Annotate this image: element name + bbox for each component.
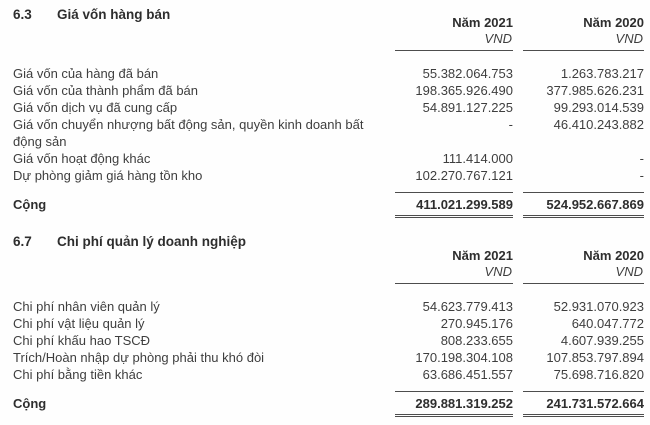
total-value-2021: 411.021.299.589 <box>395 192 513 218</box>
column-year-label: Năm 2020 <box>583 248 644 263</box>
value-2021: 54.623.779.413 <box>422 299 513 314</box>
value-2020: 1.263.783.217 <box>560 66 644 81</box>
value-2020: 52.931.070.923 <box>553 299 644 314</box>
section-number: 6.7 <box>13 234 32 249</box>
section-cost-of-goods-sold <box>13 7 644 218</box>
row-label: Trích/Hoàn nhập dự phòng phải thu khó đòi <box>13 350 265 365</box>
value-2021: 63.686.451.557 <box>422 367 513 382</box>
value-2021: 102.270.767.121 <box>415 168 513 183</box>
table-row <box>13 65 644 82</box>
table-body <box>13 298 644 383</box>
row-label: Chi phí bằng tiền khác <box>13 367 143 382</box>
row-label: Giá vốn của hàng đã bán <box>13 66 159 81</box>
table-row <box>13 332 644 349</box>
row-label: Giá vốn của thành phẩm đã bán <box>13 83 199 98</box>
column-header-2021 <box>395 248 513 284</box>
row-label: Giá vốn chuyển nhượng bất động sản, quyền kinh doanh bất động sản <box>13 117 364 149</box>
row-label: Dự phòng giảm giá hàng tồn kho <box>13 168 203 183</box>
total-value-2021: 289.881.319.252 <box>395 391 513 417</box>
value-2020: 107.853.797.894 <box>546 350 644 365</box>
column-year-label: Năm 2020 <box>583 15 644 30</box>
total-value-2020: 524.952.667.869 <box>523 192 644 218</box>
value-2020: 640.047.772 <box>571 316 644 331</box>
total-value-2020: 241.731.572.664 <box>523 391 644 417</box>
value-2021: 55.382.064.753 <box>422 66 513 81</box>
section-number: 6.3 <box>13 7 32 22</box>
value-2020: 46.410.243.882 <box>553 117 644 132</box>
column-header-2021 <box>395 15 513 51</box>
total-row <box>13 192 644 218</box>
column-header-2020 <box>523 248 644 284</box>
column-header-2020 <box>523 15 644 51</box>
value-2021: 270.945.176 <box>440 316 513 331</box>
table-body <box>13 65 644 184</box>
table-row <box>13 82 644 99</box>
table-row <box>13 349 644 366</box>
section-admin-expenses <box>13 234 644 417</box>
value-2021: 808.233.655 <box>440 333 513 348</box>
value-2021: 170.198.304.108 <box>415 350 513 365</box>
column-unit-label: VND <box>484 31 512 46</box>
section-heading <box>13 7 385 23</box>
section-title: Chi phí quản lý doanh nghiệp <box>57 234 246 249</box>
section-heading <box>13 234 385 250</box>
column-unit-label: VND <box>615 264 643 279</box>
section-title: Giá vốn hàng bán <box>57 7 171 22</box>
row-label: Giá vốn dịch vụ đã cung cấp <box>13 100 178 115</box>
section-header-row <box>13 7 644 51</box>
table-row <box>13 167 644 184</box>
value-2020: 99.293.014.539 <box>553 100 644 115</box>
table-row <box>13 116 644 150</box>
value-2020: 75.698.716.820 <box>553 367 644 382</box>
total-label: Cộng <box>13 396 47 411</box>
table-row <box>13 99 644 116</box>
value-2021: 54.891.127.225 <box>422 100 513 115</box>
column-year-label: Năm 2021 <box>452 248 513 263</box>
value-2020: 4.607.939.255 <box>560 333 644 348</box>
row-label: Chi phí nhân viên quản lý <box>13 299 160 314</box>
table-row <box>13 366 644 383</box>
column-unit-label: VND <box>615 31 643 46</box>
row-label: Chi phí khấu hao TSCĐ <box>13 333 151 348</box>
row-label: Chi phí vật liệu quản lý <box>13 316 145 331</box>
column-year-label: Năm 2021 <box>452 15 513 30</box>
value-2020: - <box>639 151 644 166</box>
row-label: Giá vốn hoạt động khác <box>13 151 151 166</box>
value-2020: 377.985.626.231 <box>546 83 644 98</box>
value-2021: 198.365.926.490 <box>415 83 513 98</box>
section-header-row <box>13 234 644 284</box>
value-2020: - <box>639 168 644 183</box>
column-unit-label: VND <box>484 264 512 279</box>
value-2021: 111.414.000 <box>442 151 513 166</box>
table-row <box>13 315 644 332</box>
table-row <box>13 150 644 167</box>
total-row <box>13 391 644 417</box>
table-row <box>13 298 644 315</box>
value-2021: - <box>508 117 513 132</box>
total-label: Cộng <box>13 197 47 212</box>
